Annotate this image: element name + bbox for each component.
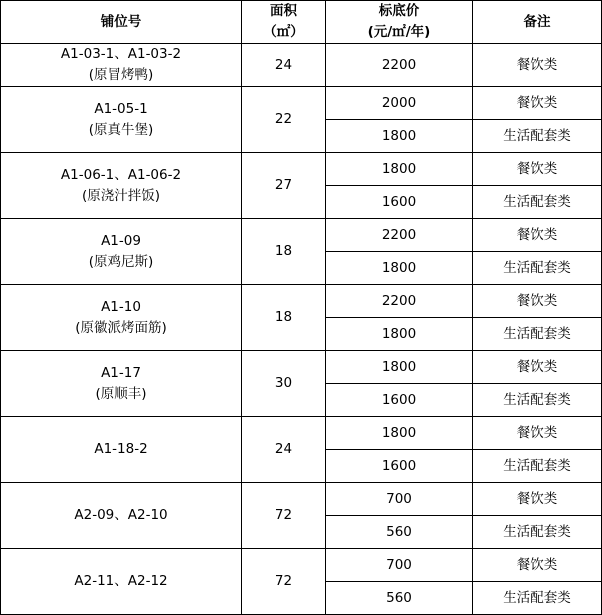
shop-cell [1,153,242,219]
price-cell: 1800 [326,351,473,384]
shop-number: A1-05-1 [94,100,148,117]
note-cell: 餐饮类 [473,87,602,120]
note-cell: 餐饮类 [473,351,602,384]
note-cell: 生活配套类 [473,516,602,549]
table-row [1,483,602,516]
header-shop-no-label: 铺位号 [100,13,142,30]
former-tenant: (原鸡尼斯) [88,253,154,270]
price-cell: 1800 [326,252,473,285]
former-tenant: (原顺丰) [95,385,147,402]
price-cell: 1800 [326,153,473,186]
table-row [1,417,602,450]
area-cell: 72 [242,549,326,615]
area-cell: 22 [242,87,326,153]
note-cell: 生活配套类 [473,384,602,417]
note-cell: 生活配套类 [473,582,602,615]
table-row [1,153,602,186]
header-price-label: 标底价 [378,3,420,19]
table-row [1,285,602,318]
price-cell: 1800 [326,318,473,351]
price-cell: 2200 [326,44,473,87]
note-cell: 生活配套类 [473,120,602,153]
table-row [1,351,602,384]
table-row [1,44,602,87]
shop-number: A1-03-1、A1-03-2 [60,46,182,62]
shop-cell [1,483,242,549]
area-cell: 72 [242,483,326,549]
table-row [1,219,602,252]
table-row [1,87,602,120]
header-area [242,1,326,44]
shop-number: A2-11、A2-12 [74,573,168,589]
shop-number: A1-06-1、A1-06-2 [60,166,182,183]
note-cell: 生活配套类 [473,186,602,219]
price-cell: 2200 [326,285,473,318]
header-shop-no [1,1,242,44]
price-cell: 2000 [326,87,473,120]
shop-number: A1-10 [101,298,141,315]
shop-cell [1,549,242,615]
price-cell: 1600 [326,450,473,483]
shop-cell [1,44,242,87]
shop-cell [1,417,242,483]
note-cell: 生活配套类 [473,252,602,285]
note-cell: 生活配套类 [473,450,602,483]
shop-cell [1,285,242,351]
area-cell: 18 [242,219,326,285]
former-tenant: (原冒烤鸭) [88,67,154,83]
former-tenant: (原真牛堡) [88,121,154,138]
note-cell: 餐饮类 [473,417,602,450]
price-cell: 700 [326,549,473,582]
price-cell: 1600 [326,384,473,417]
header-note [473,1,602,44]
note-cell: 餐饮类 [473,153,602,186]
area-cell: 18 [242,285,326,351]
header-row [1,1,602,44]
shop-cell [1,351,242,417]
price-cell: 700 [326,483,473,516]
note-cell: 餐饮类 [473,285,602,318]
shop-number: A1-18-2 [94,441,148,457]
note-cell: 餐饮类 [473,483,602,516]
price-cell: 1800 [326,120,473,153]
price-cell: 1800 [326,417,473,450]
note-cell: 生活配套类 [473,318,602,351]
shop-cell [1,87,242,153]
price-cell: 560 [326,582,473,615]
area-cell: 30 [242,351,326,417]
price-cell: 560 [326,516,473,549]
shop-number: A1-17 [101,364,141,381]
table-body [1,44,602,615]
price-cell: 2200 [326,219,473,252]
shop-cell [1,219,242,285]
table-row [1,549,602,582]
header-area-unit: （㎡） [263,24,304,40]
area-cell: 24 [242,44,326,87]
former-tenant: (原徽派烤面筋) [75,319,167,336]
price-cell: 1600 [326,186,473,219]
header-price-unit: (元/㎡/年) [367,24,431,40]
area-cell: 27 [242,153,326,219]
header-price [326,1,473,44]
area-cell: 24 [242,417,326,483]
note-cell: 餐饮类 [473,219,602,252]
note-cell: 餐饮类 [473,549,602,582]
header-note-label: 备注 [523,13,551,30]
shop-number: A2-09、A2-10 [74,507,168,523]
note-cell: 餐饮类 [473,44,602,87]
header-area-label: 面积 [270,3,297,19]
former-tenant: (原浇汁拌饭) [81,187,161,204]
shop-number: A1-09 [101,232,141,249]
